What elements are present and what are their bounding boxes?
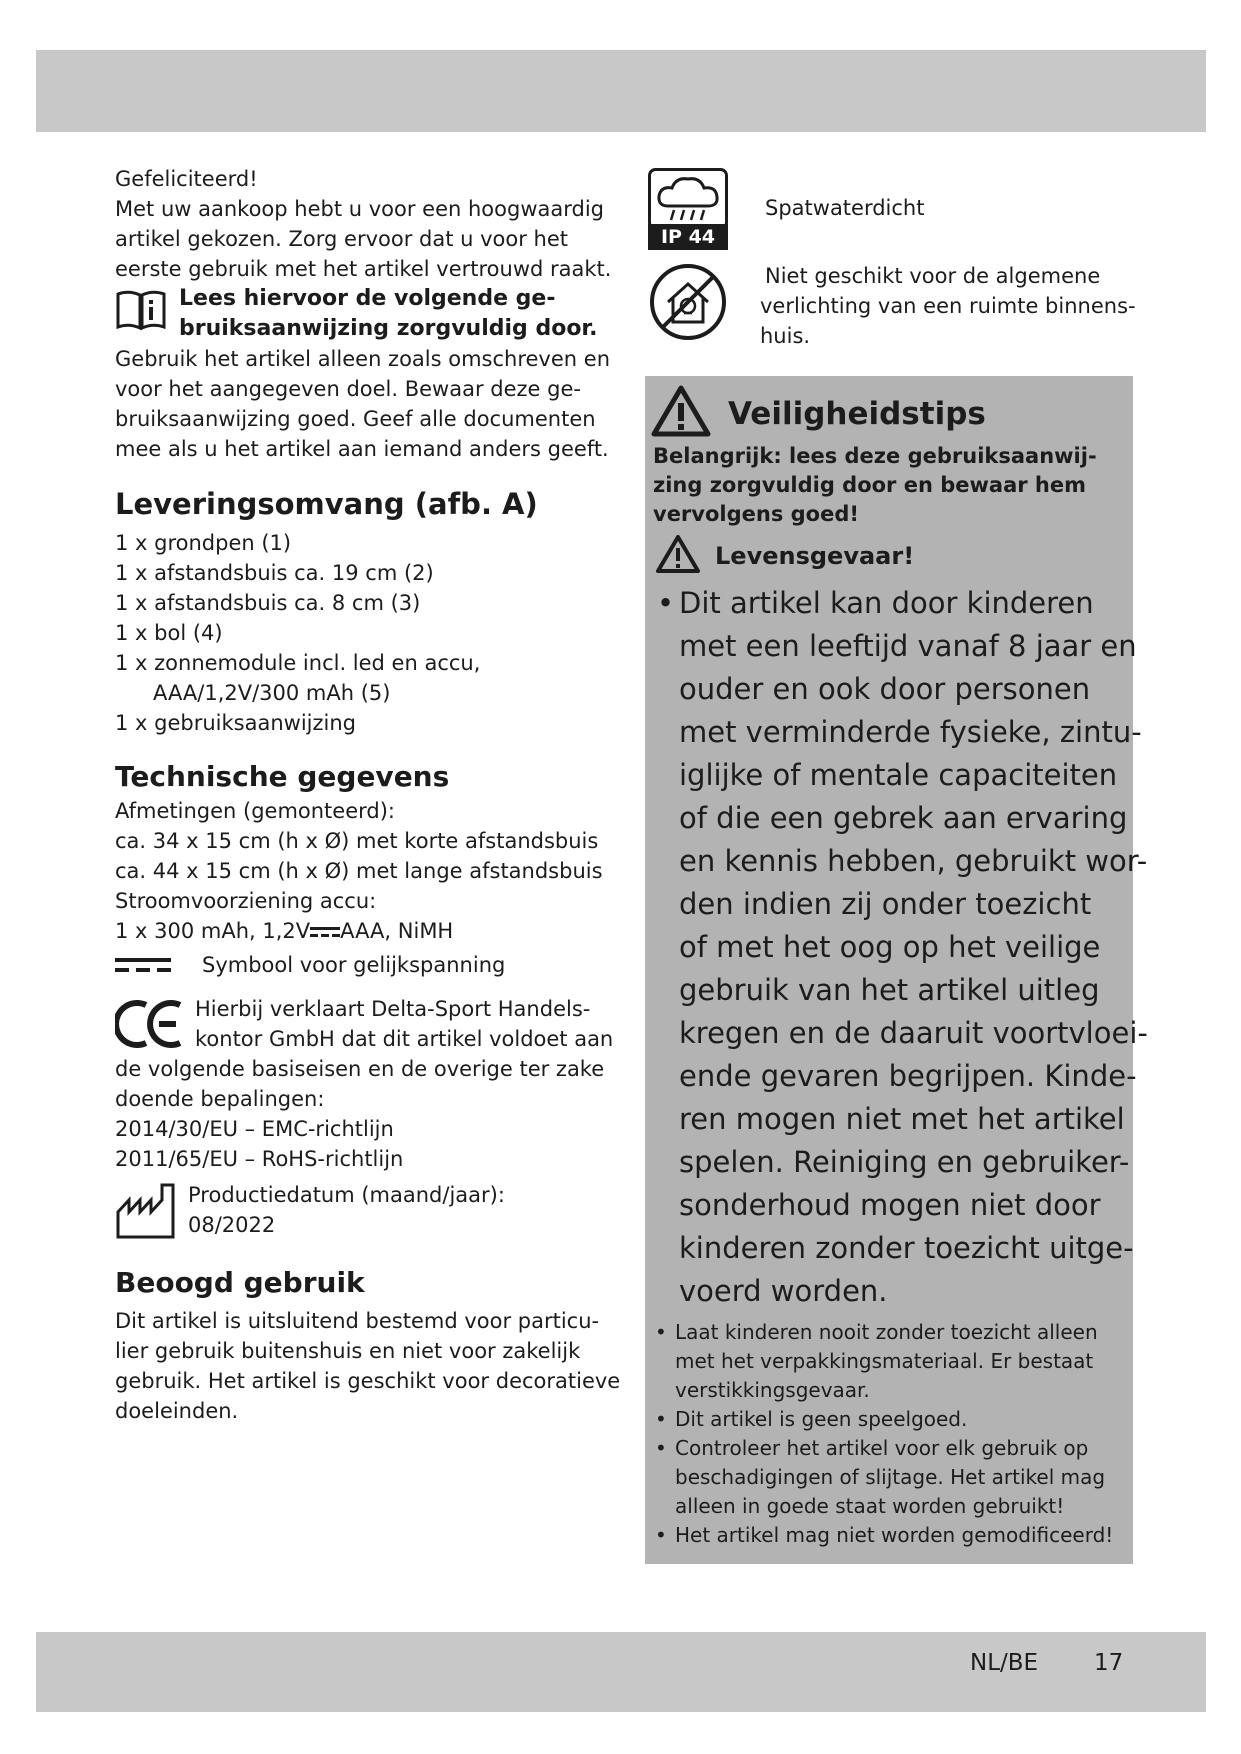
bullet-line: of die een gebrek aan ervaring [679,801,1128,835]
ce-text: Hierbij verklaart Delta-Sport Handels- [195,997,591,1021]
big-bullet [657,582,1148,1313]
small-bullet-item [655,1434,1125,1521]
bullet-line: ren mogen niet met het artikel [679,1102,1125,1136]
important-line: zing zorgvuldig door en bewaar hem [653,473,1086,497]
bullet-line: Controleer het artikel voor elk gebruik op [675,1436,1089,1460]
usage-line: voor het aangegeven doel. Bewaar deze ge- [115,377,581,401]
bullet-line: alleen in goede staat worden gebruikt! [675,1494,1065,1518]
usage-line: bruiksaanwijzing goed. Geef alle documenten [115,407,596,431]
no-lighting-line: Niet geschikt voor de algemene [765,264,1101,288]
bullet-line: den indien zij onder toezicht [679,887,1092,921]
bullet-dot: • [655,1320,667,1344]
bullet-line: Dit artikel kan door kinderen [679,586,1094,620]
no-indoor-lighting-icon [648,262,728,342]
ce-text: kontor GmbH dat dit artikel voldoet aan [195,1027,614,1051]
usage-line: Gebruik het artikel alleen zoals omschreven en [115,347,610,371]
intended-line: gebruik. Het artikel is geschikt voor decoratieve [115,1369,621,1393]
important-line: Belangrijk: lees deze gebruiksaanwij- [653,444,1097,468]
bullet-line: met het verpakkingsmateriaal. Er bestaat [675,1349,1094,1373]
bullet-line: Laat kinderen nooit zonder toezicht alleen [675,1320,1098,1344]
bullet-line: Het artikel mag niet worden gemodificeerd! [675,1523,1114,1547]
battery-spec-start: 1 x 300 mAh, 1,2V [115,919,311,943]
intro-line: eerste gebruik met het artikel vertrouwd raakt. [115,257,612,281]
bullet-line: voerd worden. [679,1274,888,1308]
intended-line: Dit artikel is uitsluitend bestemd voor particu- [115,1309,600,1333]
bullet-line: ouder en ook door personen [679,672,1091,706]
dc-inline-icon [310,924,340,940]
battery-spec-end: AAA, NiMH [340,919,454,943]
safety-heading: Veiligheidstips [728,396,986,432]
small-bullet-item [655,1521,1125,1550]
tech-line: Afmetingen (gemonteerd): [115,799,395,823]
small-bullet-item [655,1318,1125,1405]
dc-symbol-row [115,950,595,980]
production-date-row [115,1180,595,1242]
read-manual-text: Lees hiervoor de volgende ge- [179,286,556,311]
no-lighting-line: huis. [760,324,811,348]
important-line: vervolgens goed! [653,502,859,526]
directive: 2011/65/EU – RoHS-richtlijn [115,1147,404,1171]
bullet-line: gebruik van het artikel uitleg [679,973,1100,1007]
manual-book-icon [115,288,167,332]
small-bullets [655,1318,1125,1550]
scope-item: 1 x grondpen (1) [115,531,292,555]
congrats-text: Gefeliciteerd! [115,167,258,191]
ce-mark-icon [115,998,185,1050]
dc-symbol-label: Symbool voor gelijkspanning [202,953,506,977]
intended-heading: Beoogd gebruik [115,1266,365,1299]
intended-line: lier gebruik buitenshuis en niet voor zakelijk [115,1339,581,1363]
scope-item: 1 x afstandsbuis ca. 8 cm (3) [115,591,421,615]
bullet-dot: • [655,1407,667,1431]
danger-triangle-icon [655,534,701,574]
bullet-line: ende gevaren begrijpen. Kinde- [679,1059,1137,1093]
read-manual-text: bruiksaanwijzing zorgvuldig door. [179,316,598,341]
read-manual-notice [115,284,598,344]
tech-line: Stroomvoorziening accu: [115,889,377,913]
bullet-line: Dit artikel is geen speelgoed. [675,1407,968,1431]
bullet-line: of met het oog op het veilige [679,930,1101,964]
page-number: 17 [1094,1650,1124,1676]
ce-declaration [115,994,614,1054]
bullet-line: en kennis hebben, gebruikt wor- [679,844,1148,878]
warning-triangle-icon [650,384,712,438]
bullet-dot: • [657,586,675,620]
safety-box [645,376,1148,1564]
header-band [36,50,1206,132]
scope-item: 1 x zonnemodule incl. led en accu, [115,651,481,675]
bullet-line: sonderhoud mogen niet door [679,1188,1101,1222]
scope-heading: Leveringsomvang (afb. A) [115,487,538,521]
scope-item: 1 x afstandsbuis ca. 19 cm (2) [115,561,434,585]
big-bullet-text [657,582,1148,1313]
intended-line: doeleinden. [115,1399,239,1423]
bullet-line: iglijke of mentale capaciteiten [679,758,1118,792]
intro-line: Met uw aankoop hebt u voor een hoogwaardig [115,197,604,221]
small-bullet-item [655,1405,1125,1434]
ip44-row [648,168,728,254]
bullet-line: verstikkingsgevaar. [675,1378,870,1402]
no-room-lighting-row [648,262,728,346]
scope-item-continued: AAA/1,2V/300 mAh (5) [153,681,391,705]
usage-line: mee als u het artikel aan iemand anders geeft. [115,437,609,461]
tech-line: ca. 34 x 15 cm (h x Ø) met korte afstandsbuis [115,829,599,853]
bullet-dot: • [655,1436,667,1460]
ip44-badge-text: IP 44 [660,226,716,248]
directive: 2014/30/EU – EMC-richtlijn [115,1117,394,1141]
important-notice [653,442,1097,529]
bullet-line: met een leeftijd vanaf 8 jaar en [679,629,1137,663]
danger-heading: Levensgevaar! [715,542,915,570]
bullet-line: kinderen zonder toezicht uitge- [679,1231,1134,1265]
bullet-dot: • [655,1523,667,1547]
bullet-line: beschadigingen of slijtage. Het artikel mag [675,1465,1106,1489]
bullet-line: spelen. Reiniging en gebruiker- [679,1145,1130,1179]
intro-line: artikel gekozen. Zorg ervoor dat u voor het [115,227,569,251]
tech-heading: Technische gegevens [115,760,450,793]
factory-icon [115,1182,177,1240]
scope-item: 1 x gebruiksaanwijzing [115,711,356,735]
left-column [115,164,621,1426]
bullet-line: kregen en de daaruit voortvloei- [679,1016,1148,1050]
no-room-lighting-text [760,261,1136,351]
battery-line [115,916,595,946]
tech-line: ca. 44 x 15 cm (h x Ø) met lange afstandsbuis [115,859,603,883]
production-label: Productiedatum (maand/jaar): [188,1183,505,1207]
ce-text: doende bepalingen: [115,1087,325,1111]
bullet-line: met verminderde fysieke, zintu- [679,715,1142,749]
ip44-label: Spatwaterdicht [765,196,925,220]
scope-item: 1 x bol (4) [115,621,223,645]
dc-symbol-icon [115,956,171,976]
footer-region: NL/BE [970,1650,1039,1676]
no-lighting-line: verlichting van een ruimte binnens- [760,294,1136,318]
ce-text: de volgende basiseisen en de overige ter zake [115,1057,605,1081]
production-date: 08/2022 [188,1213,276,1237]
